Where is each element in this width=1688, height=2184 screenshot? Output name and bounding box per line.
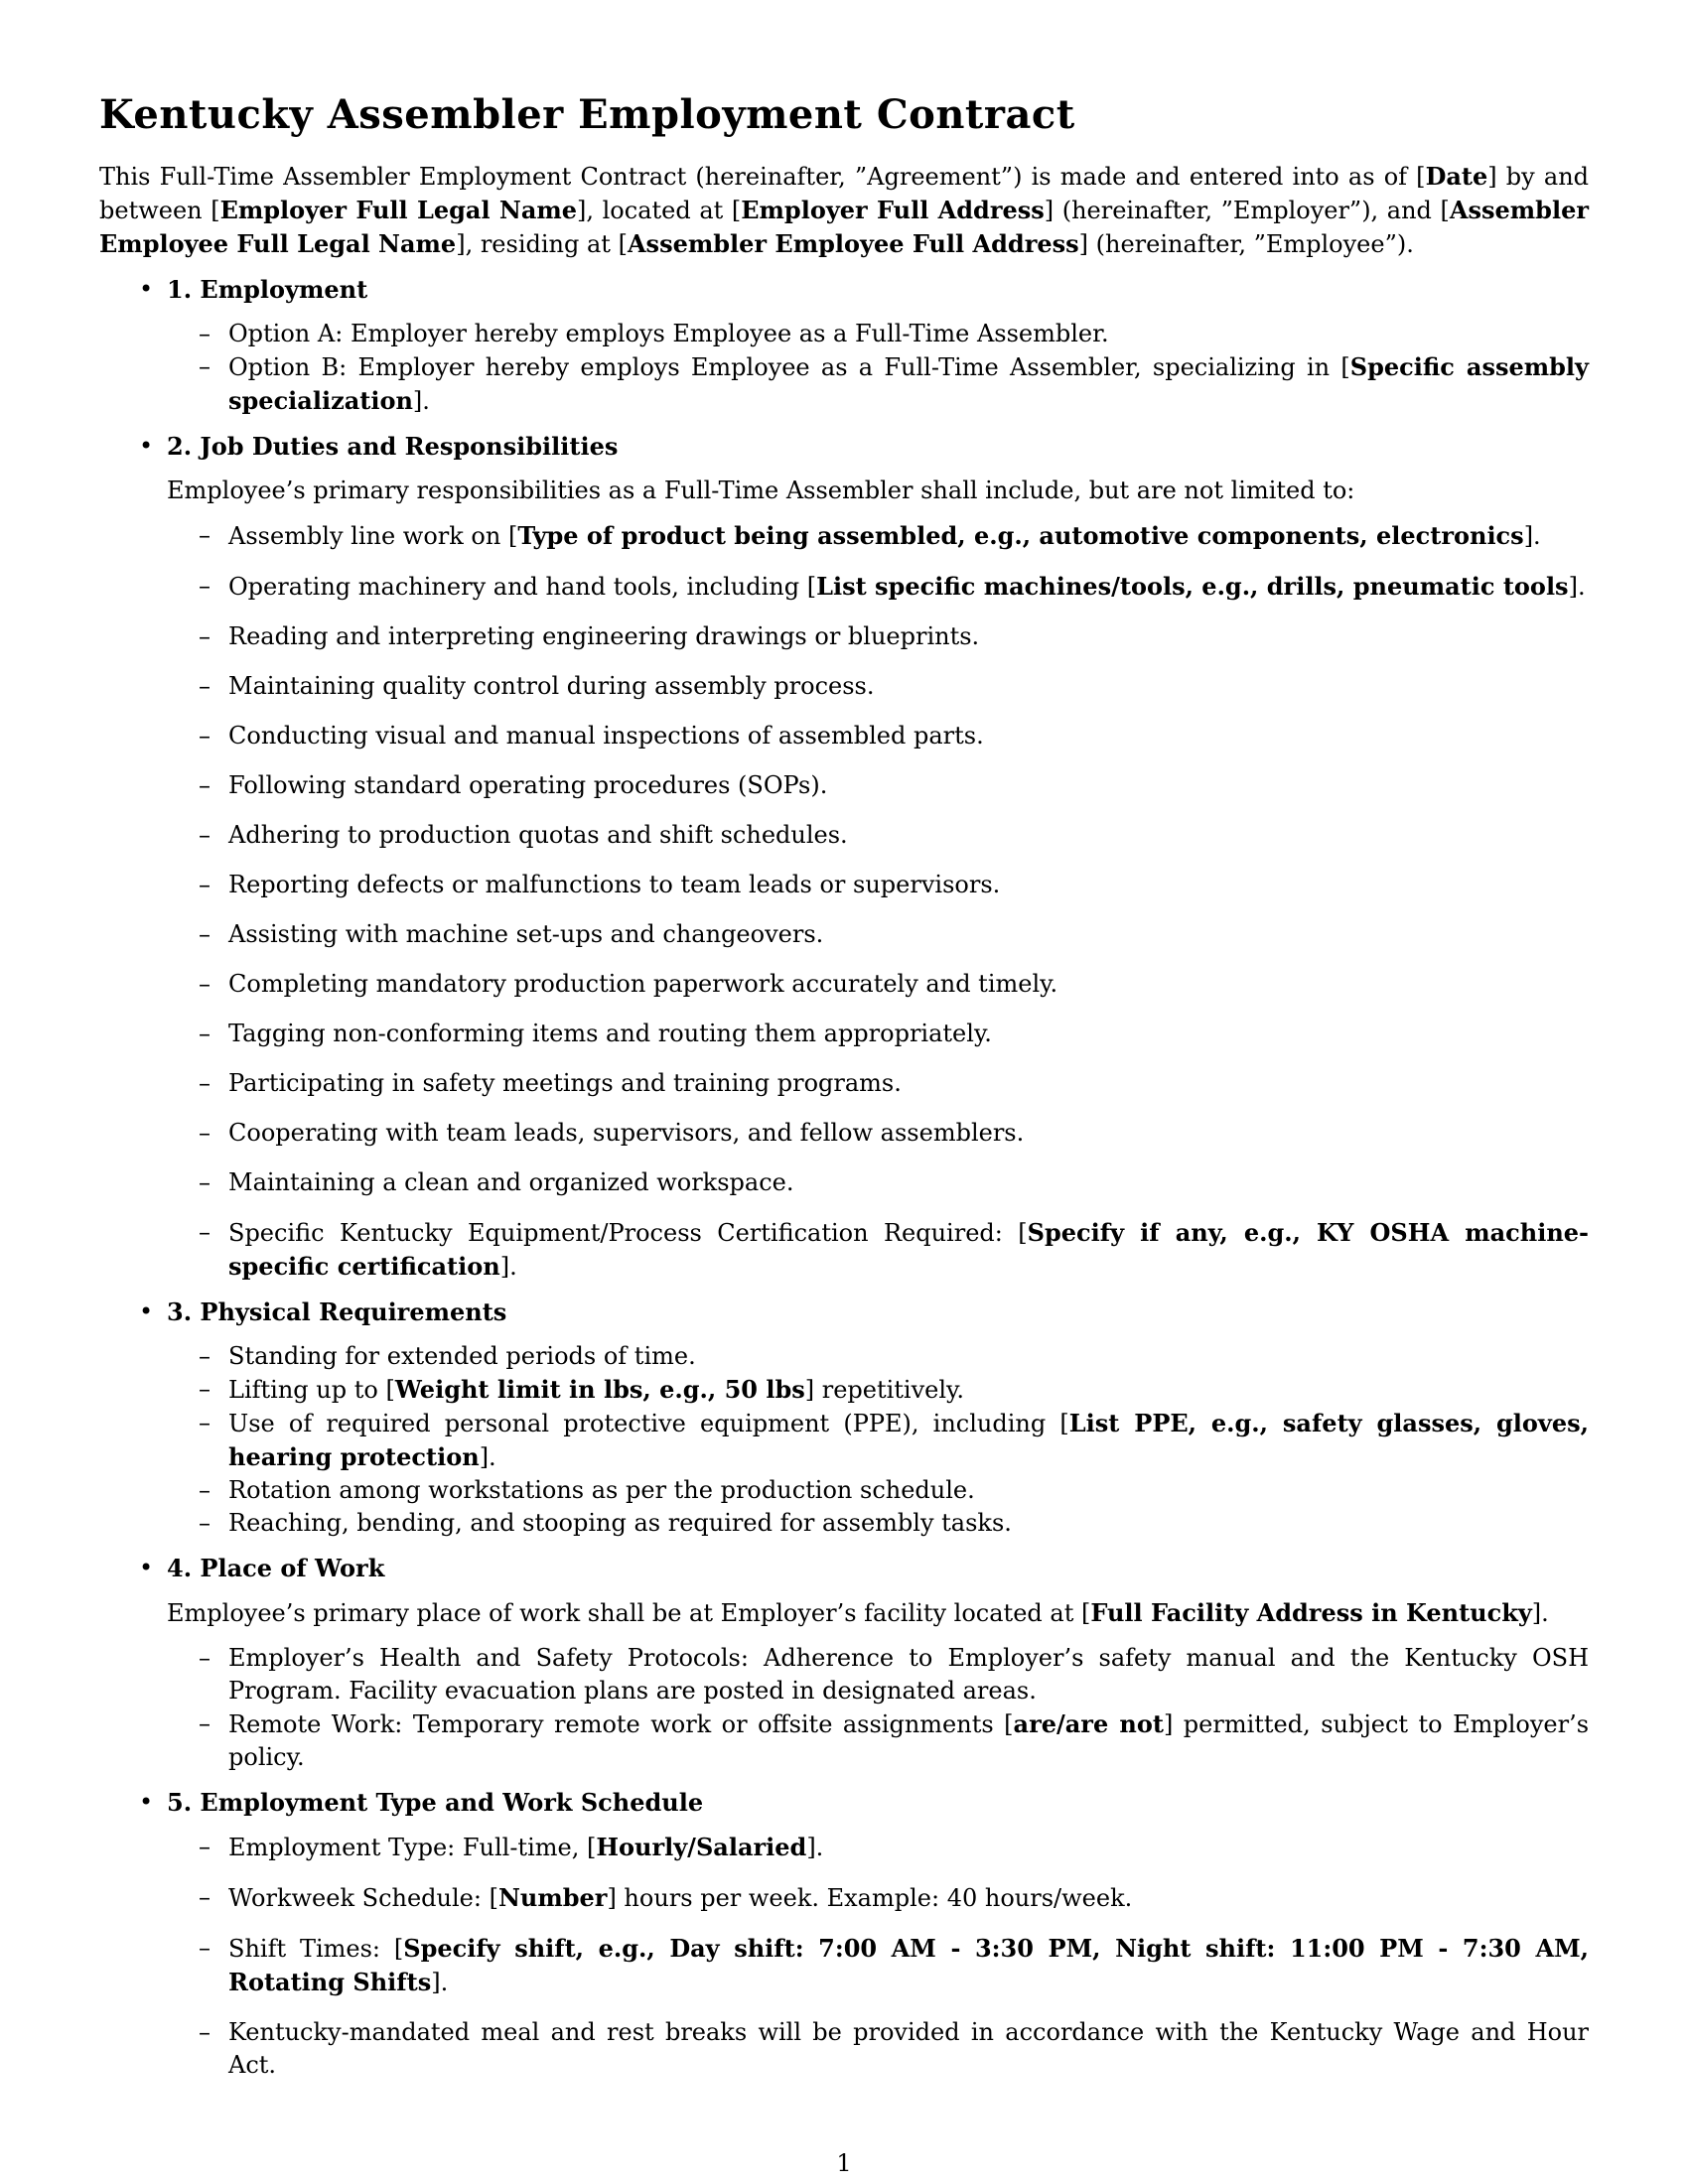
- placeholder: List specific machines/tools, e.g., drills, pneumatic tools: [816, 572, 1569, 601]
- list-item: – Cooperating with team leads, supervisors, and fellow assemblers.: [167, 1117, 1589, 1150]
- section-job-duties: [99, 430, 1589, 1284]
- placeholder-employee-address: Assembler Employee Full Address: [627, 229, 1079, 258]
- list-item: – Tagging non-conforming items and routing them appropriately.: [167, 1018, 1589, 1050]
- intro-paragraph: [99, 160, 1589, 261]
- list-item: – Lifting up to [Weight limit in lbs, e.g., 50 lbs] repetitively.: [167, 1373, 1589, 1407]
- section-physical-requirements: [99, 1296, 1589, 1540]
- section-title: • 5. Employment Type and Work Schedule: [167, 1786, 1589, 1819]
- list-item: – Employer’s Health and Safety Protocols: Adherence to Employer’s safety manual and the Kentucky OSH Program. Facility evacuation plans are posted in designated areas.: [167, 1642, 1589, 1707]
- list-item: – Assisting with machine set-ups and changeovers.: [167, 918, 1589, 951]
- list-item: – Reporting defects or malfunctions to team leads or supervisors.: [167, 869, 1589, 901]
- placeholder: List PPE, e.g., safety glasses, gloves, hearing protection: [228, 1409, 1589, 1471]
- list-item: – Assembly line work on [Type of product being assembled, e.g., automotive components, electronics].: [167, 519, 1589, 553]
- item-list: [167, 1340, 1589, 1540]
- placeholder: Specific assembly specialization: [228, 352, 1589, 415]
- list-item: – Remote Work: Temporary remote work or offsite assignments [are/are not] permitted, subject to Employer’s policy.: [167, 1707, 1589, 1774]
- intro-text: ] by and between [: [99, 163, 1590, 224]
- section-title: • 1. Employment: [167, 273, 1589, 306]
- list-item: – Kentucky-mandated meal and rest breaks will be provided in accordance with the Kentucky Wage and Hour Act.: [167, 2016, 1589, 2082]
- intro-text: ] (hereinafter, ”Employer”), and [: [1044, 197, 1450, 224]
- list-item: – Conducting visual and manual inspections of assembled parts.: [167, 720, 1589, 752]
- list-item: – Reading and interpreting engineering drawings or blueprints.: [167, 620, 1589, 653]
- list-item: – Specific Kentucky Equipment/Process Certification Required: [Specify if any, e.g., KY OSHA machine-specific certification].: [167, 1216, 1589, 1284]
- list-item: – Standing for extended periods of time.: [167, 1340, 1589, 1373]
- sections-list: [99, 273, 1589, 2082]
- list-item: – Reaching, bending, and stooping as required for assembly tasks.: [167, 1507, 1589, 1540]
- list-item: – Shift Times: [Specify shift, e.g., Day shift: 7:00 AM - 3:30 PM, Night shift: 11:00 PM - 7:30 AM, Rotating Shifts].: [167, 1932, 1589, 1999]
- placeholder: are/are not: [1013, 1709, 1164, 1738]
- intro-text: This Full-Time Assembler Employment Contract (hereinafter, ”Agreement”) is made and entered into as of [: [99, 163, 1426, 191]
- placeholder: Hourly/Salaried: [596, 1833, 807, 1861]
- section-intro: Employee’s primary responsibilities as a Full-Time Assembler shall include, but are not limited to:: [167, 477, 1355, 504]
- placeholder: Full Facility Address in Kentucky: [1090, 1598, 1532, 1627]
- section-place-of-work: [99, 1552, 1589, 1774]
- page-number: 1: [836, 2149, 852, 2177]
- placeholder-employer-address: Employer Full Address: [741, 196, 1045, 224]
- section-employment: [99, 273, 1589, 418]
- list-item: – Following standard operating procedures (SOPs).: [167, 769, 1589, 802]
- list-item: – Operating machinery and hand tools, including [List specific machines/tools, e.g., drills, pneumatic tools].: [167, 570, 1589, 604]
- list-item: – Employment Type: Full-time, [Hourly/Salaried].: [167, 1831, 1589, 1864]
- placeholder: Specify shift, e.g., Day shift: 7:00 AM - 3:30 PM, Night shift: 11:00 PM - 7:30 AM, Rotating Shifts: [228, 1934, 1589, 1996]
- intro-text: ], located at [: [577, 197, 742, 224]
- item-list: [167, 318, 1589, 418]
- section-title: • 4. Place of Work: [167, 1552, 1589, 1584]
- intro-text: ], residing at [: [456, 230, 628, 258]
- placeholder-employee-name: Assembler Employee Full Legal Name: [99, 196, 1589, 258]
- list-item: – Adhering to production quotas and shift schedules.: [167, 819, 1589, 852]
- list-item: – Option B: Employer hereby employs Employee as a Full-Time Assembler, specializing in [Specific assembly specialization].: [167, 350, 1589, 418]
- list-item: – Option A: Employer hereby employs Employee as a Full-Time Assembler.: [167, 318, 1589, 350]
- item-list: [167, 1831, 1589, 2082]
- document-title: Kentucky Assembler Employment Contract: [99, 91, 1075, 138]
- placeholder-employer-name: Employer Full Legal Name: [219, 196, 578, 224]
- list-item: – Participating in safety meetings and training programs.: [167, 1067, 1589, 1100]
- section-title: • 2. Job Duties and Responsibilities: [167, 430, 1589, 463]
- section-title: • 3. Physical Requirements: [167, 1296, 1589, 1328]
- placeholder: Type of product being assembled, e.g., automotive components, electronics: [517, 521, 1524, 550]
- item-list: [167, 1642, 1589, 1774]
- document-page: [99, 91, 1589, 2094]
- section-intro: Employee’s primary place of work shall be at Employer’s facility located at [Full Facility Address in Kentucky].: [167, 1598, 1549, 1627]
- placeholder-date: Date: [1425, 162, 1488, 191]
- placeholder: Number: [497, 1883, 608, 1912]
- intro-text: ] (hereinafter, ”Employee”).: [1078, 230, 1414, 258]
- list-item: – Completing mandatory production paperwork accurately and timely.: [167, 968, 1589, 1001]
- list-item: – Workweek Schedule: [Number] hours per week. Example: 40 hours/week.: [167, 1881, 1589, 1915]
- placeholder: Specify if any, e.g., KY OSHA machine-specific certification: [228, 1218, 1589, 1281]
- section-employment-type: [99, 1786, 1589, 2082]
- list-item: – Maintaining quality control during assembly process.: [167, 670, 1589, 703]
- list-item: – Maintaining a clean and organized workspace.: [167, 1166, 1589, 1199]
- item-list: [167, 519, 1589, 1284]
- list-item: – Use of required personal protective equipment (PPE), including [List PPE, e.g., safety glasses, gloves, hearing protection].: [167, 1407, 1589, 1474]
- list-item: – Rotation among workstations as per the production schedule.: [167, 1474, 1589, 1507]
- placeholder: Weight limit in lbs, e.g., 50 lbs: [394, 1375, 805, 1404]
